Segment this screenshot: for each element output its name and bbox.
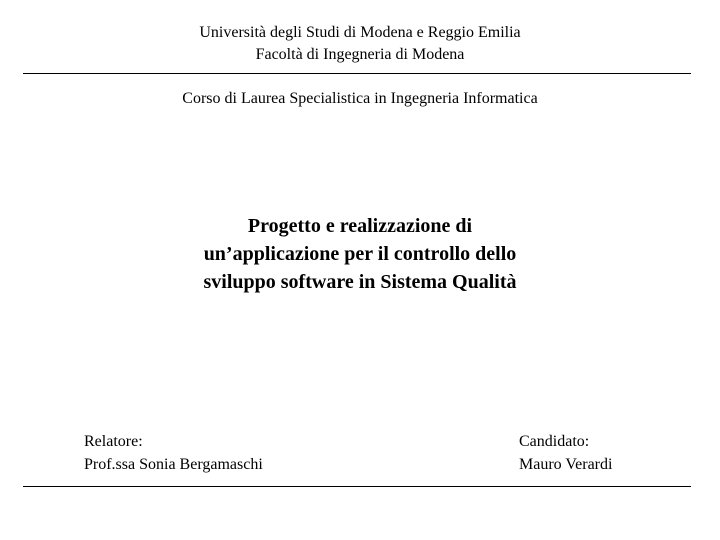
candidate-label: Candidato: [519,433,590,450]
advisor-label: Relatore: [84,433,143,450]
thesis-title-line: sviluppo software in Sistema Qualità [203,271,517,293]
candidate-block [519,430,612,476]
bottom-divider [23,486,691,487]
degree-course: Corso di Laurea Specialistica in Ingegneria Informatica [182,90,538,107]
university-name: Università degli Studi di Modena e Reggio Emilia [199,24,521,41]
thesis-title-line: un’applicazione per il controllo dello [203,243,517,265]
thesis-title [0,212,720,296]
advisor-block [84,430,263,476]
advisor-name: Prof.ssa Sonia Bergamaschi [84,456,263,473]
faculty-name: Facoltà di Ingegneria di Modena [255,46,465,63]
thesis-title-line: Progetto e realizzazione di [247,215,473,237]
top-divider [23,73,691,74]
candidate-name: Mauro Verardi [519,456,613,473]
